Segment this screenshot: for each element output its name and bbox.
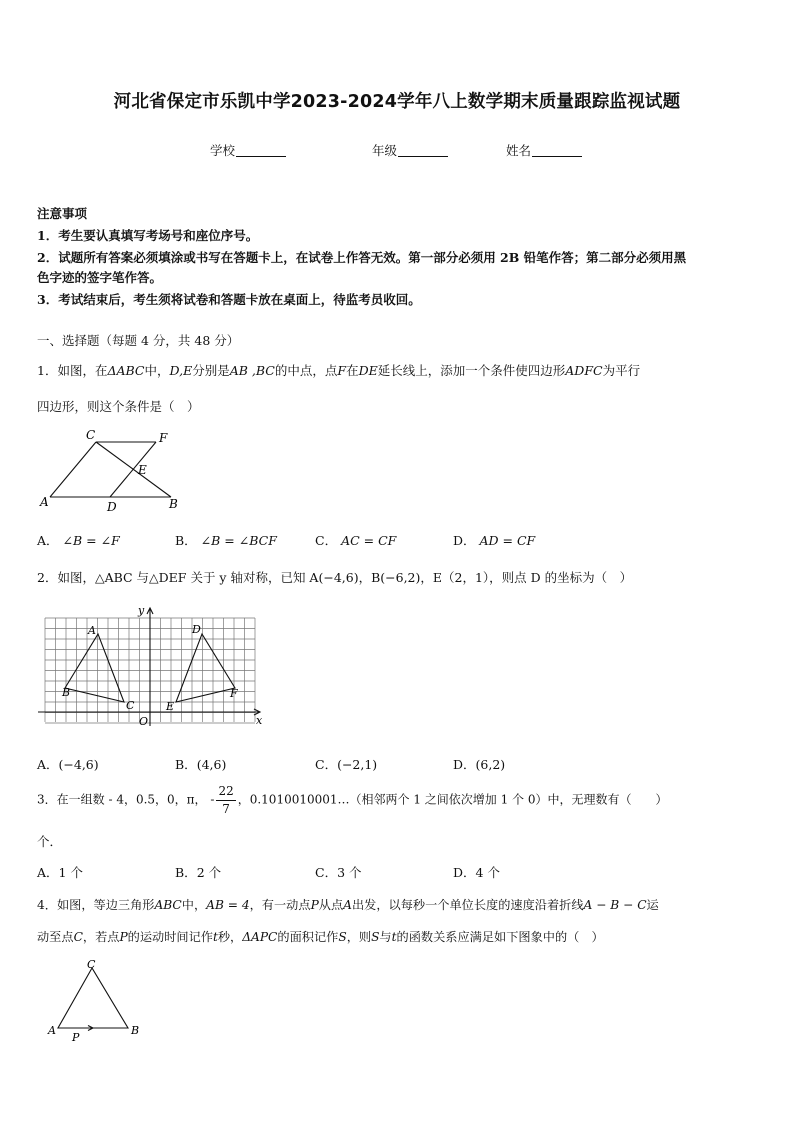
q3-option-c[interactable] [315, 863, 362, 881]
q3-text: ，0.1010010001…（相邻两个 1 之间依次增加 1 个 0）中，无理数有（ ） [237, 792, 668, 807]
grade-blank [398, 144, 448, 157]
option-text: (6,2) [475, 757, 506, 772]
triangle-abc [58, 968, 128, 1028]
q4-text: ，则 [346, 930, 372, 944]
q3-option-b[interactable] [175, 863, 221, 881]
page-title: 河北省保定市乐凯中学2023-2024学年八上数学期末质量跟踪监视试题 [113, 92, 681, 112]
q1-math: ΔABC [107, 363, 145, 378]
label-c: C [87, 958, 96, 971]
q2-coordinate-grid [38, 604, 266, 728]
q4-math: C [73, 930, 83, 944]
option-key: D． [453, 757, 476, 772]
q4-math: ΔAPC [242, 930, 278, 944]
q4-math: t [391, 930, 397, 944]
segment-ac [50, 442, 96, 497]
grade-field [372, 141, 448, 159]
q4-text: ，有一动点 [249, 898, 311, 912]
q2-option-c[interactable] [315, 755, 377, 773]
label-f: F [230, 687, 238, 700]
q1-math: ADFC [565, 363, 603, 378]
option-key: A． [37, 533, 59, 548]
q3-stem [37, 785, 668, 815]
q3-option-d[interactable] [453, 863, 500, 881]
q1-text: 在 [346, 363, 359, 378]
option-text: 2 个 [196, 865, 222, 880]
option-key: C． [315, 865, 338, 880]
q2-text: 2．如图，△ABC 与△DEF 关于 y 轴对称，已知 A [37, 570, 319, 585]
option-text: 3 个 [337, 865, 362, 880]
label-x: x [256, 714, 263, 727]
section-heading: 一、选择题（每题 4 分，共 48 分） [37, 333, 240, 348]
school-blank [236, 144, 286, 157]
option-key: B． [175, 533, 197, 548]
option-key: A． [37, 865, 59, 880]
fraction-numerator: 22 [216, 785, 235, 801]
q1-option-d[interactable] [453, 531, 535, 549]
q4-text: 的函数关系应满足如下图象中的（ ） [396, 930, 604, 944]
q1-figure [38, 424, 188, 516]
q1-math: D,E [169, 363, 193, 378]
q4-text: 与 [379, 930, 392, 944]
option-text: ∠B = ∠F [62, 533, 120, 548]
notice-item: 2．试题所有答案必须填涂或书写在答题卡上，在试卷上作答无效。第一部分必须用 2B 铅笔作答；第二部分必须用黑 [37, 250, 687, 265]
q2-math: (−6,2) [380, 570, 421, 585]
label-c: C [86, 428, 96, 442]
option-text: (−4,6) [58, 757, 99, 772]
label-a: A [48, 1024, 56, 1037]
option-text: AC = CF [341, 533, 397, 548]
option-text: (−2,1) [337, 757, 378, 772]
school-field [210, 141, 286, 159]
option-key: B． [175, 865, 197, 880]
q4-stem-line2 [37, 928, 604, 945]
label-f: F [159, 431, 168, 445]
option-key: D． [453, 865, 476, 880]
q1-stem-line2: 四边形，则这个条件是（ ） [37, 399, 200, 414]
q2-text: ，B [358, 570, 381, 585]
q4-math: A [343, 898, 352, 912]
q3-fraction [216, 785, 235, 815]
grade-label: 年级 [372, 143, 398, 158]
q4-math: S [338, 930, 347, 944]
label-e: E [166, 700, 175, 713]
option-key: C． [315, 533, 338, 548]
q4-text: 的面积记作 [277, 930, 339, 944]
label-p: P [72, 1031, 80, 1044]
option-text: 4 个 [475, 865, 500, 880]
q2-option-a[interactable] [37, 755, 99, 773]
q1-text: 中， [144, 363, 170, 378]
name-field [506, 141, 582, 159]
q4-text: 出发，以每秒一个单位长度的速度沿着折线 [351, 898, 584, 912]
label-b: B [62, 686, 71, 699]
q1-math: DE [358, 363, 378, 378]
q1-stem [37, 361, 640, 379]
q1-math: AB ,BC [229, 363, 275, 378]
q2-option-d[interactable] [453, 755, 505, 773]
option-key: C． [315, 757, 338, 772]
q2-math: (−4,6) [318, 570, 359, 585]
option-key: D． [453, 533, 476, 548]
q1-text: 分别是 [192, 363, 230, 378]
q1-option-a[interactable] [37, 531, 120, 549]
q4-text: 的运动时间记作 [127, 930, 213, 944]
q4-math: t [212, 930, 218, 944]
q4-text: 运 [646, 898, 659, 912]
option-text: AD = CF [479, 533, 536, 548]
q4-text: 中， [181, 898, 207, 912]
label-d: D [192, 623, 201, 636]
q4-text: ，若点 [82, 930, 120, 944]
q1-text: 延长线上，添加一个条件使四边形 [377, 363, 566, 378]
option-text: (4,6) [196, 757, 227, 772]
q2-text: ，E（2，1），则点 D 的坐标为（ ） [420, 570, 633, 585]
q3-text: 3．在一组数 - 4，0.5，0，π， - [37, 792, 215, 807]
option-key: B． [175, 757, 197, 772]
q4-text: 动至点 [37, 930, 74, 944]
q4-stem [37, 896, 659, 913]
fraction-denominator: 7 [222, 801, 230, 816]
label-b: B [169, 497, 178, 511]
q4-math: ABC [154, 898, 182, 912]
option-text: ∠B = ∠BCF [200, 533, 277, 548]
q4-math: P [119, 930, 128, 944]
q3-option-a[interactable] [37, 863, 83, 881]
label-b: B [131, 1024, 140, 1037]
q1-text: 为平行 [602, 363, 641, 378]
label-y: y [138, 604, 145, 617]
q1-option-c[interactable] [315, 531, 396, 549]
q1-text: 的中点，点 [274, 363, 338, 378]
q1-text: 1．如图，在 [37, 363, 108, 378]
segment-df [110, 442, 156, 497]
q4-text: 秒， [217, 930, 243, 944]
school-label: 学校 [210, 143, 236, 158]
q4-math: AB = 4 [206, 898, 250, 912]
label-a: A [40, 495, 49, 509]
label-d: D [107, 500, 117, 514]
label-c: C [126, 699, 135, 712]
q4-math: S [371, 930, 380, 944]
label-origin: O [139, 715, 149, 728]
label-a: A [88, 624, 96, 637]
q1-option-b[interactable] [175, 531, 277, 549]
q2-stem [37, 568, 632, 586]
q2-option-b[interactable] [175, 755, 226, 773]
label-e: E [138, 463, 147, 477]
option-key: A． [37, 757, 59, 772]
option-text: 1 个 [58, 865, 83, 880]
notice-item: 3．考试结束后，考生须将试卷和答题卡放在桌面上，待监考员收回。 [37, 292, 421, 307]
notice-item: 1．考生要认真填写考场号和座位序号。 [37, 228, 259, 243]
q3-stem-line2: 个． [37, 834, 63, 849]
q4-figure [42, 956, 152, 1046]
notice-item: 色字迹的签字笔作答。 [37, 270, 163, 285]
name-label: 姓名 [506, 143, 532, 158]
q4-text: 从点 [318, 898, 344, 912]
q1-math: F [337, 363, 347, 378]
name-blank [532, 144, 582, 157]
notice-heading: 注意事项 [37, 206, 88, 221]
q4-text: 4．如图，等边三角形 [37, 898, 155, 912]
q4-math: P [310, 898, 319, 912]
q4-math: A − B − C [583, 898, 647, 912]
